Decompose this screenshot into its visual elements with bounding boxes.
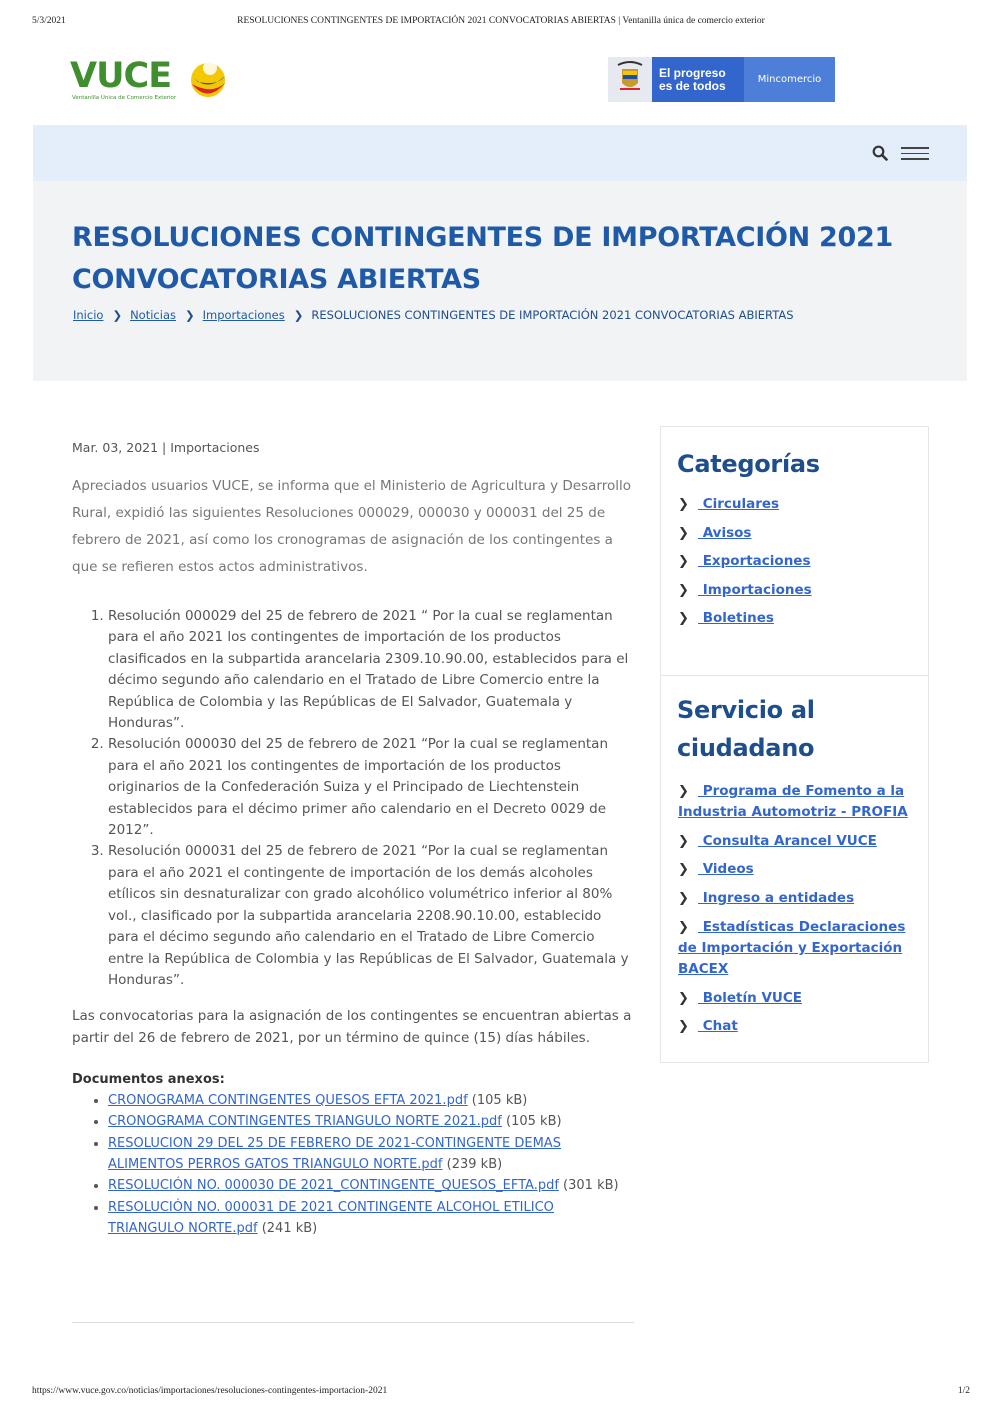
divider [72, 1322, 634, 1323]
breadcrumb-current: RESOLUCIONES CONTINGENTES DE IMPORTACIÓN 2021 CONVOCATORIAS ABIERTAS [311, 308, 794, 322]
category-link[interactable]: Exportaciones [698, 553, 811, 570]
service-link[interactable]: Chat [698, 1018, 738, 1035]
categories-list [678, 494, 923, 637]
doc-size: (239 kB) [446, 1157, 503, 1173]
chevron-right-icon: ❯ [184, 308, 195, 322]
breadcrumb-noticias[interactable]: Noticias [130, 308, 176, 322]
list-item [678, 781, 923, 824]
logo-flag-swirl-icon [188, 56, 228, 102]
service-title: Servicio al ciudadano [677, 696, 815, 762]
ministry-label: Mincomercio [744, 57, 835, 102]
category-link[interactable]: Circulares [698, 496, 780, 512]
doc-link[interactable]: RESOLUCIÓN NO. 000031 DE 2021 CONTINGENTE ALCOHOL ETILICO TRIANGULO NORTE.pdf [108, 1199, 554, 1236]
divider [661, 675, 928, 676]
print-title: RESOLUCIONES CONTINGENTES DE IMPORTACIÓN 2021 CONVOCATORIAS ABIERTAS | Ventanilla única de comercio exterior [237, 16, 765, 26]
list-item [678, 859, 923, 880]
doc-size: (301 kB) [563, 1178, 619, 1194]
logo-wordmark: VUCE [70, 56, 172, 96]
service-link[interactable]: Ingreso a entidades [698, 890, 855, 907]
service-link[interactable]: Programa de Fomento a la Industria Automotriz - PROFIA [678, 783, 908, 821]
hamburger-menu-icon[interactable] [901, 147, 929, 160]
chevron-right-icon: ❯ [678, 891, 689, 907]
categories-title: Categorías [677, 450, 820, 478]
service-link[interactable]: Estadísticas Declaraciones de Importación y Exportación BACEX [678, 918, 906, 978]
main-navbar [33, 125, 967, 181]
chevron-right-icon: ❯ [678, 525, 689, 541]
doc-link[interactable]: CRONOGRAMA CONTINGENTES QUESOS EFTA 2021.pdf [108, 1093, 468, 1109]
chevron-right-icon: ❯ [678, 582, 689, 598]
chevron-right-icon: ❯ [678, 1019, 689, 1035]
print-footer [32, 1386, 970, 1400]
list-item [678, 1016, 923, 1037]
list-item: 2. Resolución 000030 del 25 de febrero de 2021 “Por la cual se reglamentan para el año 2021 los contingentes de importación de los productos originarios de la Confederación Suiza y el Principado de Liechtenstein establecidos para el décimo primer año calendario en el Decreto 0029 de 2012”. [108, 734, 634, 841]
chevron-right-icon: ❯ [293, 308, 304, 322]
article-convocatoria: Las convocatorias para la asignación de los contingentes se encuentran abiertas a partir del 26 de febrero de 2021, por un término de quince (15) días hábiles. [72, 1008, 632, 1046]
list-item [678, 608, 923, 629]
list-item [678, 831, 923, 852]
print-date: 5/3/2021 [32, 16, 66, 26]
gov-banner[interactable] [608, 57, 835, 102]
chevron-right-icon: ❯ [678, 990, 689, 1006]
category-link[interactable]: Boletines [698, 610, 774, 627]
doc-size: (105 kB) [471, 1093, 528, 1109]
article-intro: Apreciados usuarios VUCE, se informa que el Ministerio de Agricultura y Desarrollo Rural, expidió las siguientes Resoluciones 000029, 000030 y 000031 del 25 de febrero de 2021, así como los cronogramas de asignación de los contingentes a que se refieren estos actos administrativos. [72, 478, 631, 575]
vuce-logo[interactable] [70, 56, 230, 106]
coat-of-arms-icon [608, 57, 652, 102]
list-item: 3. Resolución 000031 del 25 de febrero de 2021 “Por la cual se reglamentan para el año 2021 el contingente de importación de los demás alcoholes etílicos sin desnaturalizar con grado alcohólico volumétrico inferior al 80% vol., clasificado por la subpartida arancelaria 2208.90.10.00, establecido para el décimo segundo año calendario en el Tratado de Libre Comercio entre la República de Colombia y las Repúblicas de El Salvador, Guatemala y Honduras”. [108, 841, 634, 991]
list-item [678, 580, 923, 601]
print-page-number: 1/2 [957, 1386, 970, 1396]
list-item [678, 888, 923, 909]
breadcrumb [73, 308, 794, 322]
list-item [678, 494, 923, 515]
docs-title: Documentos anexos: [72, 1072, 225, 1088]
service-link[interactable]: Consulta Arancel VUCE [698, 832, 877, 849]
sidebar [660, 426, 929, 1063]
print-url: https://www.vuce.gov.co/noticias/importaciones/resoluciones-contingentes-importacion-2021 [32, 1386, 388, 1396]
list-item [678, 523, 923, 544]
resolutions-list [72, 606, 634, 991]
chevron-right-icon: ❯ [678, 497, 689, 512]
category-link[interactable]: Avisos [698, 524, 752, 541]
page-header [33, 181, 967, 381]
print-header [32, 16, 970, 30]
doc-link[interactable]: CRONOGRAMA CONTINGENTES TRIANGULO NORTE 2021.pdf [108, 1114, 502, 1130]
chevron-right-icon: ❯ [678, 554, 689, 570]
doc-link[interactable]: RESOLUCIÓN NO. 000030 DE 2021_CONTINGENTE_QUESOS_EFTA.pdf [108, 1178, 559, 1194]
list-item [678, 551, 923, 572]
list-item [678, 917, 923, 981]
breadcrumb-inicio[interactable]: Inicio [73, 308, 104, 322]
doc-link[interactable]: RESOLUCION 29 DEL 25 DE FEBRERO DE 2021-CONTINGENTE DEMAS ALIMENTOS PERROS GATOS TRIANGULO NORTE.pdf [108, 1135, 561, 1173]
doc-size: (105 kB) [506, 1114, 562, 1130]
list-item [108, 1197, 634, 1240]
doc-size: (241 kB) [261, 1220, 318, 1236]
chevron-right-icon: ❯ [112, 308, 123, 322]
list-item [108, 1133, 634, 1176]
breadcrumb-importaciones[interactable]: Importaciones [202, 308, 285, 322]
chevron-right-icon: ❯ [678, 862, 689, 878]
list-item [108, 1090, 634, 1111]
gov-slogan-line1: El progreso [659, 66, 726, 80]
list-item [108, 1111, 634, 1132]
page-title: RESOLUCIONES CONTINGENTES DE IMPORTACIÓN 2021 CONVOCATORIAS ABIERTAS [72, 222, 893, 295]
list-item [678, 988, 923, 1009]
list-item [108, 1175, 634, 1196]
list-item: 1. Resolución 000029 del 25 de febrero de 2021 “ Por la cual se reglamentan para el año 2021 los contingentes de importación de los productos clasificados en la subpartida arancelaria 2309.10.90.00, establecidos para el décimo segundo año calendario en el Tratado de Libre Comercio entre la República de Colombia y las Repúblicas de El Salvador, Guatemala y Honduras”. [108, 606, 634, 734]
chevron-right-icon: ❯ [678, 611, 689, 627]
chevron-right-icon: ❯ [678, 784, 689, 799]
gov-slogan-line2: es de todos [659, 79, 726, 93]
gov-slogan [652, 57, 744, 102]
article-meta: Mar. 03, 2021 | Importaciones [72, 440, 260, 455]
service-link[interactable]: Boletín VUCE [698, 989, 802, 1006]
search-icon[interactable] [872, 145, 888, 161]
docs-list [72, 1090, 634, 1239]
chevron-right-icon: ❯ [678, 919, 689, 935]
service-list [678, 781, 923, 1045]
category-link[interactable]: Importaciones [698, 581, 812, 598]
service-link[interactable]: Videos [698, 861, 754, 878]
chevron-right-icon: ❯ [678, 833, 689, 849]
article [72, 440, 634, 1239]
logo-tagline: Ventanilla Única de Comercio Exterior [72, 95, 177, 101]
